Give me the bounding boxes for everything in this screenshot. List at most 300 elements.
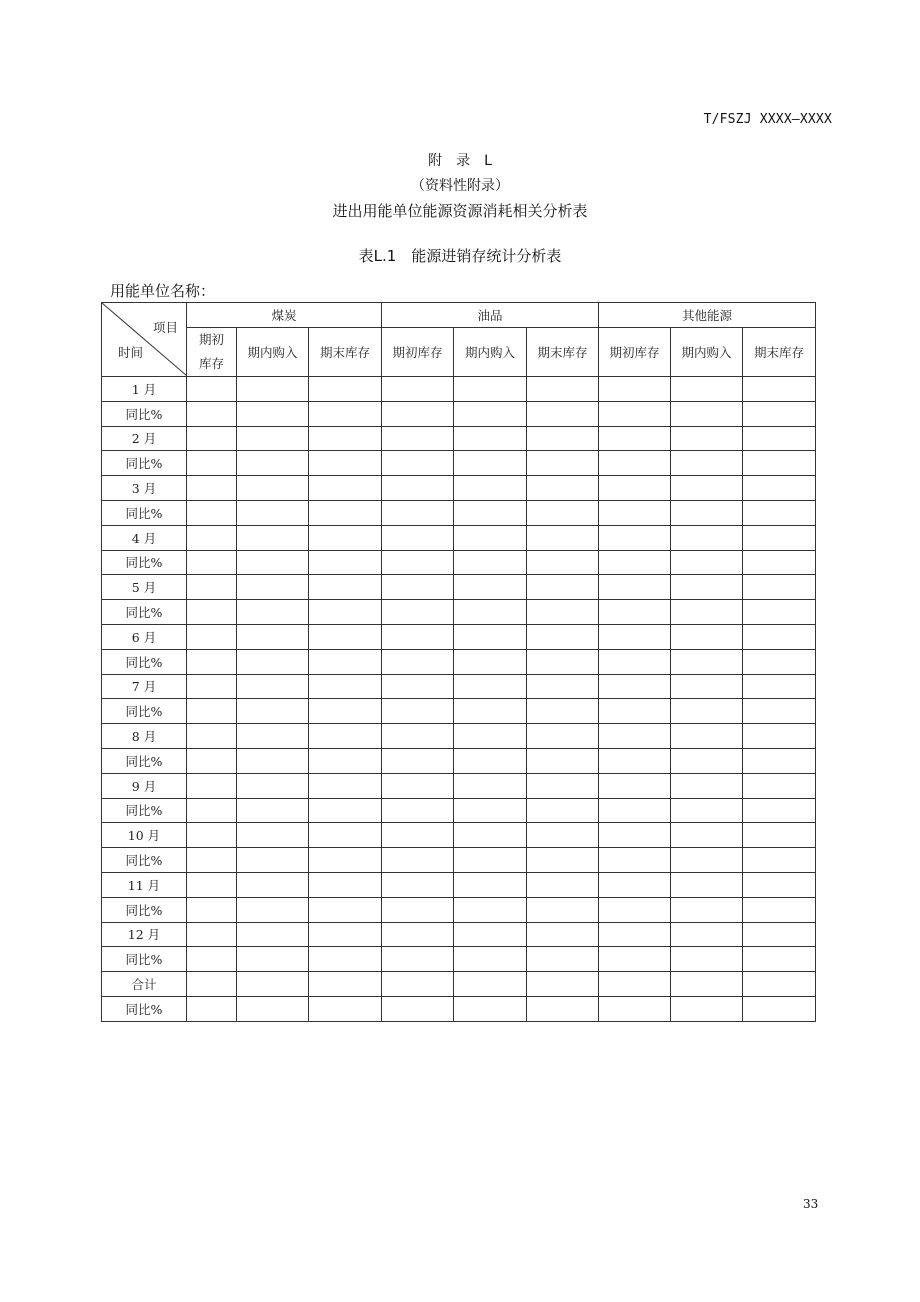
data-cell[interactable] xyxy=(743,922,816,947)
data-cell[interactable] xyxy=(527,525,599,550)
data-cell[interactable] xyxy=(743,996,816,1021)
data-cell[interactable] xyxy=(187,996,237,1021)
data-cell[interactable] xyxy=(743,451,816,476)
data-cell[interactable] xyxy=(309,500,382,525)
row-label: 同比% xyxy=(102,798,187,823)
data-cell[interactable] xyxy=(527,575,599,600)
subheader-oil-closing: 期末库存 xyxy=(527,328,599,377)
data-cell[interactable] xyxy=(527,624,599,649)
data-cell[interactable] xyxy=(743,798,816,823)
data-cell[interactable] xyxy=(527,823,599,848)
data-cell[interactable] xyxy=(527,872,599,897)
data-cell[interactable] xyxy=(671,972,743,997)
data-cell[interactable] xyxy=(187,922,237,947)
row-label: 9 月 xyxy=(102,773,187,798)
data-cell[interactable] xyxy=(237,947,309,972)
group-header-coal: 煤炭 xyxy=(187,303,382,328)
data-cell[interactable] xyxy=(671,426,743,451)
data-cell[interactable] xyxy=(187,972,237,997)
data-cell[interactable] xyxy=(671,550,743,575)
table-row xyxy=(102,575,816,600)
data-cell[interactable] xyxy=(187,748,237,773)
data-cell[interactable] xyxy=(743,972,816,997)
data-cell[interactable] xyxy=(743,872,816,897)
data-cell[interactable] xyxy=(187,451,237,476)
data-cell[interactable] xyxy=(743,649,816,674)
row-label: 同比% xyxy=(102,848,187,873)
data-cell[interactable] xyxy=(671,996,743,1021)
data-cell[interactable] xyxy=(237,699,309,724)
data-cell[interactable] xyxy=(382,600,454,625)
data-cell[interactable] xyxy=(309,575,382,600)
data-cell[interactable] xyxy=(454,649,527,674)
data-cell[interactable] xyxy=(599,500,671,525)
data-cell[interactable] xyxy=(671,401,743,426)
data-cell[interactable] xyxy=(309,897,382,922)
subheader-oil-opening: 期初库存 xyxy=(382,328,454,377)
data-cell[interactable] xyxy=(743,426,816,451)
data-cell[interactable] xyxy=(382,476,454,501)
data-cell[interactable] xyxy=(599,798,671,823)
data-cell[interactable] xyxy=(454,500,527,525)
table-row xyxy=(102,947,816,972)
data-cell[interactable] xyxy=(599,550,671,575)
data-cell[interactable] xyxy=(599,451,671,476)
data-cell[interactable] xyxy=(671,451,743,476)
data-cell[interactable] xyxy=(309,848,382,873)
data-cell[interactable] xyxy=(527,649,599,674)
table-row xyxy=(102,624,816,649)
data-cell[interactable] xyxy=(527,947,599,972)
data-cell[interactable] xyxy=(743,525,816,550)
data-cell[interactable] xyxy=(671,649,743,674)
data-cell[interactable] xyxy=(309,748,382,773)
data-cell[interactable] xyxy=(309,996,382,1021)
row-label: 同比% xyxy=(102,748,187,773)
data-cell[interactable] xyxy=(237,773,309,798)
subheader-other-closing: 期末库存 xyxy=(743,328,816,377)
data-cell[interactable] xyxy=(382,699,454,724)
data-cell[interactable] xyxy=(382,377,454,402)
data-cell[interactable] xyxy=(309,674,382,699)
data-cell[interactable] xyxy=(237,872,309,897)
data-cell[interactable] xyxy=(743,575,816,600)
data-cell[interactable] xyxy=(237,500,309,525)
data-cell[interactable] xyxy=(527,773,599,798)
data-cell[interactable] xyxy=(527,451,599,476)
data-cell[interactable] xyxy=(743,377,816,402)
data-cell[interactable] xyxy=(309,724,382,749)
row-label: 同比% xyxy=(102,897,187,922)
data-cell[interactable] xyxy=(382,500,454,525)
data-cell[interactable] xyxy=(599,947,671,972)
data-cell[interactable] xyxy=(454,674,527,699)
data-cell[interactable] xyxy=(187,401,237,426)
data-cell[interactable] xyxy=(743,699,816,724)
data-cell[interactable] xyxy=(382,624,454,649)
data-cell[interactable] xyxy=(237,996,309,1021)
data-cell[interactable] xyxy=(237,674,309,699)
data-cell[interactable] xyxy=(454,426,527,451)
table-row xyxy=(102,649,816,674)
data-cell[interactable] xyxy=(527,550,599,575)
data-cell[interactable] xyxy=(309,401,382,426)
row-label: 同比% xyxy=(102,649,187,674)
data-cell[interactable] xyxy=(382,897,454,922)
data-cell[interactable] xyxy=(527,500,599,525)
table-row xyxy=(102,476,816,501)
row-label: 4 月 xyxy=(102,525,187,550)
data-cell[interactable] xyxy=(743,897,816,922)
data-cell[interactable] xyxy=(382,674,454,699)
data-cell[interactable] xyxy=(599,823,671,848)
data-cell[interactable] xyxy=(187,649,237,674)
data-cell[interactable] xyxy=(454,377,527,402)
data-cell[interactable] xyxy=(454,872,527,897)
data-cell[interactable] xyxy=(599,897,671,922)
data-cell[interactable] xyxy=(671,600,743,625)
data-cell[interactable] xyxy=(187,947,237,972)
data-cell[interactable] xyxy=(671,674,743,699)
data-cell[interactable] xyxy=(527,699,599,724)
data-cell[interactable] xyxy=(599,575,671,600)
data-cell[interactable] xyxy=(382,848,454,873)
data-cell[interactable] xyxy=(237,377,309,402)
data-cell[interactable] xyxy=(309,476,382,501)
data-cell[interactable] xyxy=(309,773,382,798)
row-label: 3 月 xyxy=(102,476,187,501)
data-cell[interactable] xyxy=(671,699,743,724)
data-cell[interactable] xyxy=(743,724,816,749)
row-label: 8 月 xyxy=(102,724,187,749)
row-label: 6 月 xyxy=(102,624,187,649)
data-cell[interactable] xyxy=(671,773,743,798)
data-cell[interactable] xyxy=(599,624,671,649)
table-row xyxy=(102,525,816,550)
data-cell[interactable] xyxy=(382,401,454,426)
data-cell[interactable] xyxy=(454,550,527,575)
data-cell[interactable] xyxy=(187,377,237,402)
data-cell[interactable] xyxy=(454,575,527,600)
data-cell[interactable] xyxy=(237,575,309,600)
row-label: 同比% xyxy=(102,699,187,724)
data-cell[interactable] xyxy=(382,426,454,451)
table-row xyxy=(102,996,816,1021)
table-row xyxy=(102,724,816,749)
data-cell[interactable] xyxy=(743,550,816,575)
data-cell[interactable] xyxy=(671,798,743,823)
group-header-other: 其他能源 xyxy=(599,303,816,328)
data-cell[interactable] xyxy=(671,724,743,749)
data-cell[interactable] xyxy=(454,451,527,476)
data-cell[interactable] xyxy=(309,649,382,674)
table-row xyxy=(102,401,816,426)
data-cell[interactable] xyxy=(382,748,454,773)
data-cell[interactable] xyxy=(237,451,309,476)
table-row xyxy=(102,798,816,823)
data-cell[interactable] xyxy=(743,823,816,848)
row-label: 11 月 xyxy=(102,872,187,897)
data-cell[interactable] xyxy=(743,848,816,873)
data-cell[interactable] xyxy=(599,476,671,501)
corner-time-label: 时间 xyxy=(118,345,144,360)
data-cell[interactable] xyxy=(454,972,527,997)
data-cell[interactable] xyxy=(237,600,309,625)
data-cell[interactable] xyxy=(187,550,237,575)
data-cell[interactable] xyxy=(382,649,454,674)
data-cell[interactable] xyxy=(454,922,527,947)
data-cell[interactable] xyxy=(599,972,671,997)
data-cell[interactable] xyxy=(454,773,527,798)
data-cell[interactable] xyxy=(237,823,309,848)
page-number: 33 xyxy=(803,1197,819,1211)
row-label: 同比% xyxy=(102,996,187,1021)
data-cell[interactable] xyxy=(309,972,382,997)
data-cell[interactable] xyxy=(309,872,382,897)
data-cell[interactable] xyxy=(187,699,237,724)
subheader-other-purchase: 期内购入 xyxy=(671,328,743,377)
data-cell[interactable] xyxy=(187,426,237,451)
data-cell[interactable] xyxy=(187,823,237,848)
corner-header-cell xyxy=(102,303,187,377)
table-row xyxy=(102,922,816,947)
data-cell[interactable] xyxy=(382,575,454,600)
data-cell[interactable] xyxy=(454,996,527,1021)
data-cell[interactable] xyxy=(599,748,671,773)
data-cell[interactable] xyxy=(599,996,671,1021)
data-cell[interactable] xyxy=(454,823,527,848)
data-cell[interactable] xyxy=(599,426,671,451)
data-cell[interactable] xyxy=(671,476,743,501)
data-cell[interactable] xyxy=(671,525,743,550)
data-cell[interactable] xyxy=(187,500,237,525)
data-cell[interactable] xyxy=(527,426,599,451)
table-caption: 表L.1 能源进销存统计分析表 xyxy=(358,247,562,265)
data-cell[interactable] xyxy=(454,624,527,649)
data-cell[interactable] xyxy=(527,600,599,625)
data-cell[interactable] xyxy=(309,550,382,575)
row-label: 同比% xyxy=(102,401,187,426)
row-label: 同比% xyxy=(102,600,187,625)
data-cell[interactable] xyxy=(527,377,599,402)
data-cell[interactable] xyxy=(237,649,309,674)
data-cell[interactable] xyxy=(309,525,382,550)
data-cell[interactable] xyxy=(237,476,309,501)
data-cell[interactable] xyxy=(454,724,527,749)
data-cell[interactable] xyxy=(237,897,309,922)
data-cell[interactable] xyxy=(671,922,743,947)
data-cell[interactable] xyxy=(382,798,454,823)
corner-item-label: 项目 xyxy=(152,320,178,335)
data-cell[interactable] xyxy=(187,476,237,501)
data-cell[interactable] xyxy=(187,624,237,649)
table-row xyxy=(102,897,816,922)
data-cell[interactable] xyxy=(454,947,527,972)
energy-inventory-table xyxy=(101,302,816,1022)
data-cell[interactable] xyxy=(187,773,237,798)
row-label: 12 月 xyxy=(102,922,187,947)
data-cell[interactable] xyxy=(454,476,527,501)
data-cell[interactable] xyxy=(187,600,237,625)
data-cell[interactable] xyxy=(527,922,599,947)
data-cell[interactable] xyxy=(237,748,309,773)
data-cell[interactable] xyxy=(671,500,743,525)
data-cell[interactable] xyxy=(599,922,671,947)
data-cell[interactable] xyxy=(237,426,309,451)
data-cell[interactable] xyxy=(309,624,382,649)
data-cell[interactable] xyxy=(382,996,454,1021)
data-cell[interactable] xyxy=(187,525,237,550)
data-cell[interactable] xyxy=(187,798,237,823)
data-cell[interactable] xyxy=(309,426,382,451)
data-cell[interactable] xyxy=(743,500,816,525)
subheader-other-opening: 期初库存 xyxy=(599,328,671,377)
document-number: T/FSZJ XXXX—XXXX xyxy=(703,112,832,127)
row-label: 同比% xyxy=(102,550,187,575)
data-cell[interactable] xyxy=(454,848,527,873)
data-cell[interactable] xyxy=(187,897,237,922)
data-cell[interactable] xyxy=(382,947,454,972)
data-cell[interactable] xyxy=(599,773,671,798)
table-row xyxy=(102,823,816,848)
annex-label: 附 录 L xyxy=(428,153,492,169)
table-row xyxy=(102,972,816,997)
data-cell[interactable] xyxy=(237,922,309,947)
data-cell[interactable] xyxy=(454,525,527,550)
data-cell[interactable] xyxy=(527,401,599,426)
data-cell[interactable] xyxy=(382,972,454,997)
data-cell[interactable] xyxy=(599,401,671,426)
data-cell[interactable] xyxy=(382,773,454,798)
data-cell[interactable] xyxy=(454,699,527,724)
data-cell[interactable] xyxy=(237,624,309,649)
data-cell[interactable] xyxy=(527,798,599,823)
data-cell[interactable] xyxy=(599,872,671,897)
data-cell[interactable] xyxy=(527,724,599,749)
data-cell[interactable] xyxy=(309,451,382,476)
subheader-oil-purchase: 期内购入 xyxy=(454,328,527,377)
data-cell[interactable] xyxy=(382,724,454,749)
row-label: 7 月 xyxy=(102,674,187,699)
data-cell[interactable] xyxy=(599,848,671,873)
table-row xyxy=(102,848,816,873)
data-cell[interactable] xyxy=(671,872,743,897)
annex-type: （资料性附录） xyxy=(411,178,509,194)
data-cell[interactable] xyxy=(187,872,237,897)
data-cell[interactable] xyxy=(527,476,599,501)
data-cell[interactable] xyxy=(454,401,527,426)
data-cell[interactable] xyxy=(743,947,816,972)
data-cell[interactable] xyxy=(454,600,527,625)
data-cell[interactable] xyxy=(309,947,382,972)
data-cell[interactable] xyxy=(527,972,599,997)
data-cell[interactable] xyxy=(599,674,671,699)
data-cell[interactable] xyxy=(671,575,743,600)
data-cell[interactable] xyxy=(309,600,382,625)
subheader-coal-opening: 期初 库存 xyxy=(187,328,237,377)
table-row xyxy=(102,600,816,625)
data-cell[interactable] xyxy=(309,823,382,848)
data-cell[interactable] xyxy=(671,947,743,972)
row-label: 2 月 xyxy=(102,426,187,451)
row-label: 10 月 xyxy=(102,823,187,848)
table-row xyxy=(102,550,816,575)
data-cell[interactable] xyxy=(743,674,816,699)
data-cell[interactable] xyxy=(671,823,743,848)
data-cell[interactable] xyxy=(382,922,454,947)
data-cell[interactable] xyxy=(743,773,816,798)
data-cell[interactable] xyxy=(237,525,309,550)
data-cell[interactable] xyxy=(599,649,671,674)
data-cell[interactable] xyxy=(237,848,309,873)
data-cell[interactable] xyxy=(527,848,599,873)
data-cell[interactable] xyxy=(671,848,743,873)
group-header-oil: 油品 xyxy=(382,303,599,328)
data-cell[interactable] xyxy=(743,600,816,625)
row-label: 合计 xyxy=(102,972,187,997)
data-cell[interactable] xyxy=(309,699,382,724)
annex-title: 进出用能单位能源资源消耗相关分析表 xyxy=(332,202,588,220)
data-cell[interactable] xyxy=(187,674,237,699)
data-cell[interactable] xyxy=(599,525,671,550)
data-cell[interactable] xyxy=(527,674,599,699)
row-label: 1 月 xyxy=(102,377,187,402)
data-cell[interactable] xyxy=(671,748,743,773)
data-cell[interactable] xyxy=(743,476,816,501)
data-cell[interactable] xyxy=(309,922,382,947)
data-cell[interactable] xyxy=(454,748,527,773)
data-cell[interactable] xyxy=(382,525,454,550)
diagonal-line xyxy=(102,303,187,376)
subheader-coal-purchase: 期内购入 xyxy=(237,328,309,377)
data-cell[interactable] xyxy=(527,897,599,922)
data-cell[interactable] xyxy=(237,724,309,749)
table-row xyxy=(102,426,816,451)
data-cell[interactable] xyxy=(599,699,671,724)
data-cell[interactable] xyxy=(187,848,237,873)
data-cell[interactable] xyxy=(454,897,527,922)
data-cell[interactable] xyxy=(671,624,743,649)
data-cell[interactable] xyxy=(527,748,599,773)
data-cell[interactable] xyxy=(309,377,382,402)
data-cell[interactable] xyxy=(382,451,454,476)
data-cell[interactable] xyxy=(187,724,237,749)
data-cell[interactable] xyxy=(671,897,743,922)
data-cell[interactable] xyxy=(237,401,309,426)
data-cell[interactable] xyxy=(382,823,454,848)
data-cell[interactable] xyxy=(599,377,671,402)
table-row xyxy=(102,872,816,897)
data-cell[interactable] xyxy=(382,550,454,575)
data-cell[interactable] xyxy=(454,798,527,823)
data-cell[interactable] xyxy=(743,401,816,426)
table-row xyxy=(102,451,816,476)
data-cell[interactable] xyxy=(237,972,309,997)
data-cell[interactable] xyxy=(599,724,671,749)
data-cell[interactable] xyxy=(671,377,743,402)
data-cell[interactable] xyxy=(309,798,382,823)
data-cell[interactable] xyxy=(743,624,816,649)
data-cell[interactable] xyxy=(743,748,816,773)
data-cell[interactable] xyxy=(187,575,237,600)
data-cell[interactable] xyxy=(382,872,454,897)
table-row xyxy=(102,500,816,525)
data-cell[interactable] xyxy=(527,996,599,1021)
row-label: 同比% xyxy=(102,500,187,525)
data-cell[interactable] xyxy=(599,600,671,625)
data-cell[interactable] xyxy=(237,550,309,575)
data-cell[interactable] xyxy=(237,798,309,823)
